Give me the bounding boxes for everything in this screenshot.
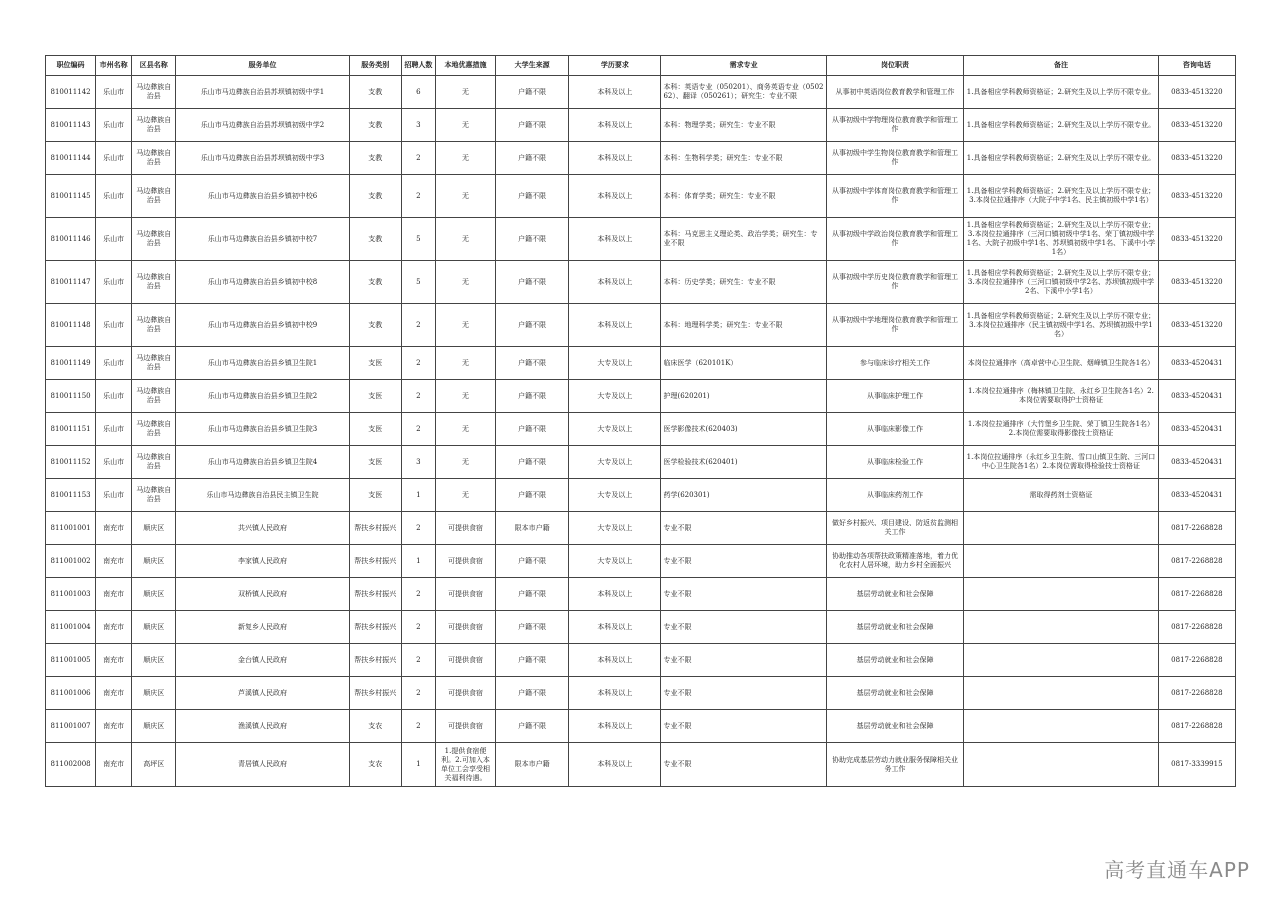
cell-county: 顺庆区: [132, 710, 176, 743]
cell-student-source: 户籍不限: [496, 76, 569, 109]
cell-duties: 协助推动各项帮扶政策精准落地，着力优化农村人居环境，助力乡村全面振兴: [826, 545, 963, 578]
cell-headcount: 2: [401, 347, 435, 380]
table-row: [46, 710, 1236, 743]
cell-position-code: 810011143: [46, 109, 96, 142]
cell-duties: 从事初级中学政治岗位教育教学和管理工作: [826, 218, 963, 261]
cell-student-source: 户籍不限: [496, 304, 569, 347]
cell-local-benefits: 无: [435, 304, 495, 347]
cell-headcount: 5: [401, 218, 435, 261]
table-row: [46, 479, 1236, 512]
cell-remarks: 1.具备相应学科教师资格证；2.研究生及以上学历不限专业。: [964, 142, 1158, 175]
cell-student-source: 户籍不限: [496, 142, 569, 175]
cell-major: 本科：物理学类；研究生：专业不限: [661, 109, 826, 142]
cell-education: 本科及以上: [569, 142, 661, 175]
header-service-unit: 服务单位: [176, 56, 349, 76]
cell-phone: 0833-4513220: [1158, 261, 1235, 304]
cell-remarks: 本岗位拉通排序（高卓营中心卫生院、烟峰镇卫生院各1名）: [964, 347, 1158, 380]
cell-phone: 0833-4513220: [1158, 175, 1235, 218]
cell-local-benefits: 可提供食宿: [435, 578, 495, 611]
cell-major: 专业不限: [661, 710, 826, 743]
cell-service-type: 支农: [349, 743, 401, 787]
cell-position-code: 811002008: [46, 743, 96, 787]
cell-county: 顺庆区: [132, 545, 176, 578]
cell-headcount: 2: [401, 677, 435, 710]
cell-student-source: 户籍不限: [496, 611, 569, 644]
cell-county: 高坪区: [132, 743, 176, 787]
cell-county: 马边彝族自治县: [132, 347, 176, 380]
table-row: [46, 142, 1236, 175]
cell-headcount: 2: [401, 710, 435, 743]
cell-education: 本科及以上: [569, 109, 661, 142]
cell-position-code: 810011152: [46, 446, 96, 479]
cell-local-benefits: 无: [435, 109, 495, 142]
cell-local-benefits: 无: [435, 413, 495, 446]
cell-service-unit: 共兴镇人民政府: [176, 512, 349, 545]
cell-student-source: 户籍不限: [496, 218, 569, 261]
cell-major: 药学(620301): [661, 479, 826, 512]
cell-headcount: 2: [401, 380, 435, 413]
table-row: [46, 644, 1236, 677]
cell-education: 本科及以上: [569, 175, 661, 218]
cell-local-benefits: 可提供食宿: [435, 644, 495, 677]
cell-student-source: 限本市户籍: [496, 512, 569, 545]
cell-student-source: 户籍不限: [496, 479, 569, 512]
cell-student-source: 户籍不限: [496, 109, 569, 142]
cell-education: 大专及以上: [569, 380, 661, 413]
cell-major: 本科：英语专业（050201）、商务英语专业（050262）、翻译（050261）；研究生：专业不限: [661, 76, 826, 109]
table-row: [46, 446, 1236, 479]
cell-position-code: 810011147: [46, 261, 96, 304]
cell-education: 本科及以上: [569, 710, 661, 743]
header-phone: 咨询电话: [1158, 56, 1235, 76]
cell-student-source: 户籍不限: [496, 380, 569, 413]
cell-position-code: 811001004: [46, 611, 96, 644]
cell-headcount: 6: [401, 76, 435, 109]
cell-major: 本科：马克思主义理论类、政治学类；研究生：专业不限: [661, 218, 826, 261]
cell-county: 马边彝族自治县: [132, 380, 176, 413]
table-row: [46, 512, 1236, 545]
cell-remarks: [964, 743, 1158, 787]
cell-duties: 基层劳动就业和社会保障: [826, 644, 963, 677]
cell-major: 专业不限: [661, 677, 826, 710]
cell-phone: 0817-2268828: [1158, 710, 1235, 743]
cell-service-unit: 乐山市马边彝族自治县民主镇卫生院: [176, 479, 349, 512]
cell-service-type: 帮扶乡村振兴: [349, 677, 401, 710]
cell-city: 乐山市: [96, 142, 132, 175]
cell-local-benefits: 可提供食宿: [435, 512, 495, 545]
cell-county: 马边彝族自治县: [132, 109, 176, 142]
cell-service-type: 帮扶乡村振兴: [349, 545, 401, 578]
cell-phone: 0833-4520431: [1158, 446, 1235, 479]
cell-county: 马边彝族自治县: [132, 76, 176, 109]
cell-phone: 0817-2268828: [1158, 578, 1235, 611]
cell-service-type: 支医: [349, 380, 401, 413]
cell-position-code: 810011145: [46, 175, 96, 218]
cell-service-unit: 渔溪镇人民政府: [176, 710, 349, 743]
cell-duties: 基层劳动就业和社会保障: [826, 677, 963, 710]
cell-duties: 从事初级中学体育岗位教育教学和管理工作: [826, 175, 963, 218]
cell-service-type: 支教: [349, 261, 401, 304]
table-row: [46, 413, 1236, 446]
cell-position-code: 811001006: [46, 677, 96, 710]
cell-headcount: 2: [401, 142, 435, 175]
cell-student-source: 户籍不限: [496, 677, 569, 710]
cell-duties: 基层劳动就业和社会保障: [826, 611, 963, 644]
cell-remarks: 1.具备相应学科教师资格证；2.研究生及以上学历不限专业。: [964, 109, 1158, 142]
cell-service-type: 支医: [349, 479, 401, 512]
cell-headcount: 1: [401, 545, 435, 578]
cell-phone: 0833-4520431: [1158, 479, 1235, 512]
header-education: 学历要求: [569, 56, 661, 76]
header-duties: 岗位职责: [826, 56, 963, 76]
cell-major: 本科：地理科学类；研究生：专业不限: [661, 304, 826, 347]
cell-remarks: 1.本岗位拉通排序（永红乡卫生院、雪口山镇卫生院、三河口中心卫生院各1名）2.本岗位需取得检验技士资格证: [964, 446, 1158, 479]
cell-phone: 0833-4513220: [1158, 76, 1235, 109]
cell-service-type: 支医: [349, 347, 401, 380]
cell-student-source: 户籍不限: [496, 261, 569, 304]
cell-service-unit: 双桥镇人民政府: [176, 578, 349, 611]
cell-phone: 0817-2268828: [1158, 512, 1235, 545]
cell-city: 南充市: [96, 677, 132, 710]
cell-position-code: 810011142: [46, 76, 96, 109]
cell-county: 马边彝族自治县: [132, 446, 176, 479]
cell-service-unit: 青居镇人民政府: [176, 743, 349, 787]
cell-student-source: 户籍不限: [496, 446, 569, 479]
cell-headcount: 1: [401, 479, 435, 512]
cell-education: 大专及以上: [569, 347, 661, 380]
cell-service-type: 帮扶乡村振兴: [349, 578, 401, 611]
cell-phone: 0817-3339915: [1158, 743, 1235, 787]
cell-headcount: 2: [401, 644, 435, 677]
cell-headcount: 1: [401, 743, 435, 787]
cell-service-unit: 乐山市马边彝族自治县乡镇卫生院3: [176, 413, 349, 446]
cell-student-source: 户籍不限: [496, 175, 569, 218]
cell-service-type: 支教: [349, 142, 401, 175]
cell-duties: 从事临床药剂工作: [826, 479, 963, 512]
cell-duties: 从事初中英语岗位教育教学和管理工作: [826, 76, 963, 109]
cell-duties: 基层劳动就业和社会保障: [826, 578, 963, 611]
cell-position-code: 810011153: [46, 479, 96, 512]
cell-local-benefits: 可提供食宿: [435, 710, 495, 743]
cell-service-type: 支教: [349, 304, 401, 347]
header-headcount: 招聘人数: [401, 56, 435, 76]
cell-education: 本科及以上: [569, 304, 661, 347]
cell-service-unit: 乐山市马边彝族自治县苏坝镇初级中学1: [176, 76, 349, 109]
cell-county: 顺庆区: [132, 578, 176, 611]
cell-remarks: 1.本岗位拉通排序（大竹堡乡卫生院、荣丁镇卫生院各1名）2.本岗位需要取得影像技士资格证: [964, 413, 1158, 446]
table-row: [46, 380, 1236, 413]
cell-student-source: 户籍不限: [496, 578, 569, 611]
cell-headcount: 2: [401, 413, 435, 446]
cell-phone: 0833-4520431: [1158, 380, 1235, 413]
table-row: [46, 743, 1236, 787]
cell-service-unit: 金台镇人民政府: [176, 644, 349, 677]
table-row: [46, 545, 1236, 578]
table-row: [46, 578, 1236, 611]
cell-position-code: 810011149: [46, 347, 96, 380]
cell-duties: 从事初级中学生物岗位教育教学和管理工作: [826, 142, 963, 175]
cell-education: 本科及以上: [569, 261, 661, 304]
cell-remarks: 1.具备相应学科教师资格证；2.研究生及以上学历不限专业；3.本岗位拉通排序（三河口镇初级中学1名、荣丁镇初级中学1名、大院子初级中学1名、苏坝镇初级中学1名、下溪中小学1名）: [964, 218, 1158, 261]
cell-city: 南充市: [96, 611, 132, 644]
cell-duties: 基层劳动就业和社会保障: [826, 710, 963, 743]
header-position-code: 职位编码: [46, 56, 96, 76]
header-service-type: 服务类别: [349, 56, 401, 76]
cell-service-unit: 芦溪镇人民政府: [176, 677, 349, 710]
recruitment-table: [45, 55, 1236, 787]
cell-position-code: 811001002: [46, 545, 96, 578]
cell-education: 本科及以上: [569, 743, 661, 787]
cell-remarks: [964, 644, 1158, 677]
cell-city: 乐山市: [96, 446, 132, 479]
cell-city: 乐山市: [96, 413, 132, 446]
cell-local-benefits: 1.提供食宿便利。2.可加入本单位工会享受相关福利待遇。: [435, 743, 495, 787]
table-row: [46, 347, 1236, 380]
cell-service-unit: 新复乡人民政府: [176, 611, 349, 644]
table-row: [46, 76, 1236, 109]
cell-education: 本科及以上: [569, 578, 661, 611]
cell-service-type: 帮扶乡村振兴: [349, 644, 401, 677]
cell-service-unit: 乐山市马边彝族自治县乡镇初中校8: [176, 261, 349, 304]
cell-education: 大专及以上: [569, 545, 661, 578]
cell-headcount: 2: [401, 578, 435, 611]
cell-phone: 0833-4513220: [1158, 142, 1235, 175]
cell-county: 顺庆区: [132, 611, 176, 644]
cell-major: 专业不限: [661, 545, 826, 578]
cell-education: 本科及以上: [569, 611, 661, 644]
cell-position-code: 810011144: [46, 142, 96, 175]
cell-service-unit: 乐山市马边彝族自治县乡镇初中校9: [176, 304, 349, 347]
cell-phone: 0817-2268828: [1158, 545, 1235, 578]
cell-major: 临床医学（620101K）: [661, 347, 826, 380]
cell-remarks: [964, 611, 1158, 644]
cell-city: 南充市: [96, 545, 132, 578]
cell-local-benefits: 无: [435, 380, 495, 413]
cell-major: 专业不限: [661, 512, 826, 545]
cell-city: 乐山市: [96, 304, 132, 347]
cell-headcount: 3: [401, 446, 435, 479]
cell-student-source: 户籍不限: [496, 413, 569, 446]
cell-remarks: 1.具备相应学科教师资格证；2.研究生及以上学历不限专业。: [964, 76, 1158, 109]
cell-remarks: [964, 710, 1158, 743]
cell-city: 乐山市: [96, 347, 132, 380]
cell-student-source: 户籍不限: [496, 644, 569, 677]
cell-education: 本科及以上: [569, 644, 661, 677]
cell-city: 乐山市: [96, 76, 132, 109]
cell-headcount: 2: [401, 512, 435, 545]
cell-position-code: 811001007: [46, 710, 96, 743]
cell-major: 专业不限: [661, 644, 826, 677]
cell-education: 大专及以上: [569, 413, 661, 446]
cell-local-benefits: 无: [435, 218, 495, 261]
cell-education: 大专及以上: [569, 479, 661, 512]
cell-remarks: [964, 677, 1158, 710]
cell-phone: 0833-4513220: [1158, 218, 1235, 261]
cell-position-code: 811001003: [46, 578, 96, 611]
cell-student-source: 户籍不限: [496, 710, 569, 743]
cell-student-source: 户籍不限: [496, 545, 569, 578]
table-row: [46, 261, 1236, 304]
cell-remarks: 1.具备相应学科教师资格证；2.研究生及以上学历不限专业；3.本岗位拉通排序（三河口镇初级中学2名、苏坝镇初级中学2名、下溪中小学1名）: [964, 261, 1158, 304]
cell-education: 本科及以上: [569, 76, 661, 109]
cell-major: 专业不限: [661, 743, 826, 787]
cell-service-unit: 乐山市马边彝族自治县乡镇卫生院1: [176, 347, 349, 380]
cell-duties: 参与临床诊疗相关工作: [826, 347, 963, 380]
cell-local-benefits: 可提供食宿: [435, 545, 495, 578]
table-row: [46, 304, 1236, 347]
cell-city: 乐山市: [96, 109, 132, 142]
cell-local-benefits: 无: [435, 347, 495, 380]
cell-position-code: 810011151: [46, 413, 96, 446]
cell-education: 大专及以上: [569, 512, 661, 545]
cell-phone: 0833-4513220: [1158, 304, 1235, 347]
cell-county: 马边彝族自治县: [132, 479, 176, 512]
cell-education: 本科及以上: [569, 677, 661, 710]
cell-phone: 0833-4520431: [1158, 413, 1235, 446]
header-major: 需求专业: [661, 56, 826, 76]
cell-duties: 做好乡村振兴、项目建设、防返贫监测相关工作: [826, 512, 963, 545]
table-row: [46, 218, 1236, 261]
cell-major: 本科：历史学类；研究生：专业不限: [661, 261, 826, 304]
cell-city: 南充市: [96, 644, 132, 677]
cell-county: 顺庆区: [132, 644, 176, 677]
cell-city: 乐山市: [96, 479, 132, 512]
cell-remarks: 1.本岗位拉通排序（梅林镇卫生院、永红乡卫生院各1名）2.本岗位需要取得护士资格证: [964, 380, 1158, 413]
cell-headcount: 3: [401, 109, 435, 142]
cell-remarks: 1.具备相应学科教师资格证；2.研究生及以上学历不限专业；3.本岗位拉通排序（大院子中学1名、民主镇初级中学1名）: [964, 175, 1158, 218]
cell-service-type: 支教: [349, 175, 401, 218]
cell-phone: 0817-2268828: [1158, 611, 1235, 644]
cell-major: 本科：生物科学类；研究生：专业不限: [661, 142, 826, 175]
cell-county: 马边彝族自治县: [132, 413, 176, 446]
cell-city: 乐山市: [96, 175, 132, 218]
cell-position-code: 811001005: [46, 644, 96, 677]
cell-service-unit: 乐山市马边彝族自治县苏坝镇初级中学2: [176, 109, 349, 142]
header-remarks: 备注: [964, 56, 1158, 76]
cell-county: 马边彝族自治县: [132, 142, 176, 175]
cell-service-unit: 乐山市马边彝族自治县乡镇初中校7: [176, 218, 349, 261]
cell-remarks: 需取得药剂士资格证: [964, 479, 1158, 512]
cell-service-type: 支农: [349, 710, 401, 743]
cell-phone: 0833-4513220: [1158, 109, 1235, 142]
cell-major: 本科：体育学类；研究生：专业不限: [661, 175, 826, 218]
cell-major: 医学检验技术(620401): [661, 446, 826, 479]
cell-service-unit: 李家镇人民政府: [176, 545, 349, 578]
cell-remarks: 1.具备相应学科教师资格证；2.研究生及以上学历不限专业；3.本岗位拉通排序（民主镇初级中学1名、苏坝镇初级中学1名）: [964, 304, 1158, 347]
cell-service-type: 支医: [349, 446, 401, 479]
cell-student-source: 限本市户籍: [496, 743, 569, 787]
cell-city: 南充市: [96, 578, 132, 611]
table-row: [46, 611, 1236, 644]
cell-local-benefits: 可提供食宿: [435, 611, 495, 644]
cell-service-type: 帮扶乡村振兴: [349, 611, 401, 644]
cell-remarks: [964, 578, 1158, 611]
cell-duties: 从事初级中学历史岗位教育教学和管理工作: [826, 261, 963, 304]
cell-local-benefits: 可提供食宿: [435, 677, 495, 710]
cell-local-benefits: 无: [435, 261, 495, 304]
cell-service-type: 帮扶乡村振兴: [349, 512, 401, 545]
cell-city: 南充市: [96, 710, 132, 743]
cell-position-code: 810011150: [46, 380, 96, 413]
table-row: [46, 677, 1236, 710]
cell-education: 本科及以上: [569, 218, 661, 261]
cell-phone: 0817-2268828: [1158, 644, 1235, 677]
cell-headcount: 2: [401, 304, 435, 347]
cell-service-unit: 乐山市马边彝族自治县苏坝镇初级中学3: [176, 142, 349, 175]
cell-county: 马边彝族自治县: [132, 304, 176, 347]
cell-service-unit: 乐山市马边彝族自治县乡镇卫生院4: [176, 446, 349, 479]
cell-education: 大专及以上: [569, 446, 661, 479]
cell-local-benefits: 无: [435, 446, 495, 479]
cell-county: 马边彝族自治县: [132, 175, 176, 218]
header-local-benefits: 本地优惠措施: [435, 56, 495, 76]
cell-remarks: [964, 545, 1158, 578]
cell-service-type: 支教: [349, 109, 401, 142]
cell-phone: 0817-2268828: [1158, 677, 1235, 710]
cell-duties: 从事临床护理工作: [826, 380, 963, 413]
cell-local-benefits: 无: [435, 142, 495, 175]
cell-county: 马边彝族自治县: [132, 261, 176, 304]
cell-county: 顺庆区: [132, 512, 176, 545]
cell-county: 顺庆区: [132, 677, 176, 710]
cell-county: 马边彝族自治县: [132, 218, 176, 261]
cell-local-benefits: 无: [435, 479, 495, 512]
cell-city: 乐山市: [96, 380, 132, 413]
cell-student-source: 户籍不限: [496, 347, 569, 380]
cell-service-unit: 乐山市马边彝族自治县乡镇初中校6: [176, 175, 349, 218]
cell-local-benefits: 无: [435, 76, 495, 109]
cell-service-type: 支医: [349, 413, 401, 446]
cell-headcount: 5: [401, 261, 435, 304]
cell-major: 护理(620201): [661, 380, 826, 413]
cell-remarks: [964, 512, 1158, 545]
table-row: [46, 109, 1236, 142]
cell-city: 南充市: [96, 512, 132, 545]
header-student-source: 大学生来源: [496, 56, 569, 76]
watermark-logo: 高考直通车APP: [1104, 858, 1250, 882]
cell-city: 乐山市: [96, 218, 132, 261]
cell-duties: 从事初级中学物理岗位教育教学和管理工作: [826, 109, 963, 142]
cell-position-code: 810011146: [46, 218, 96, 261]
cell-headcount: 2: [401, 175, 435, 218]
cell-phone: 0833-4520431: [1158, 347, 1235, 380]
cell-duties: 从事临床检验工作: [826, 446, 963, 479]
header-row: [46, 56, 1236, 76]
cell-duties: 协助完成基层劳动力就业服务保障相关业务工作: [826, 743, 963, 787]
cell-city: 乐山市: [96, 261, 132, 304]
cell-local-benefits: 无: [435, 175, 495, 218]
cell-duties: 从事临床影像工作: [826, 413, 963, 446]
header-county: 区县名称: [132, 56, 176, 76]
cell-duties: 从事初级中学地理岗位教育教学和管理工作: [826, 304, 963, 347]
cell-major: 专业不限: [661, 611, 826, 644]
cell-headcount: 2: [401, 611, 435, 644]
cell-service-unit: 乐山市马边彝族自治县乡镇卫生院2: [176, 380, 349, 413]
table-row: [46, 175, 1236, 218]
cell-position-code: 811001001: [46, 512, 96, 545]
cell-major: 专业不限: [661, 578, 826, 611]
cell-city: 南充市: [96, 743, 132, 787]
cell-major: 医学影像技术(620403): [661, 413, 826, 446]
header-city: 市州名称: [96, 56, 132, 76]
cell-position-code: 810011148: [46, 304, 96, 347]
cell-service-type: 支教: [349, 76, 401, 109]
cell-service-type: 支教: [349, 218, 401, 261]
